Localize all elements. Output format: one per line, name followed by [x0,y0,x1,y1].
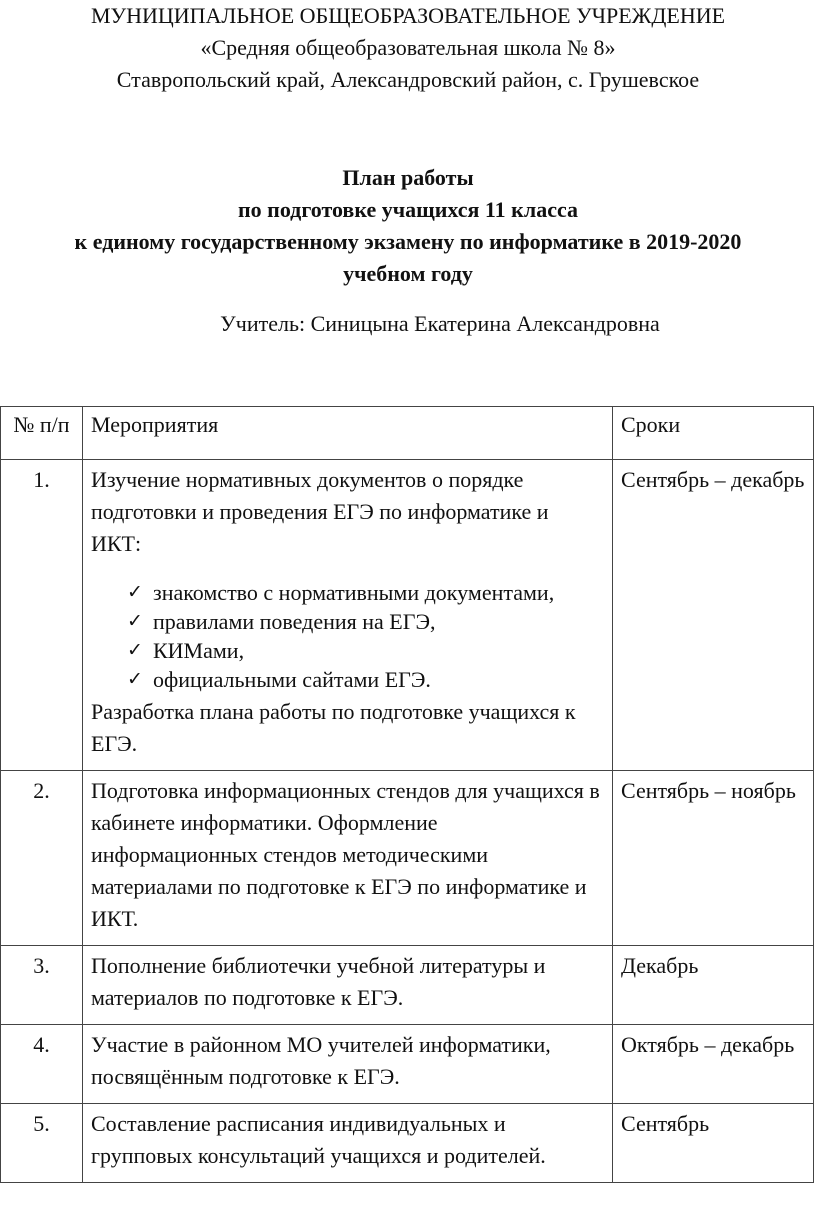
row-dates: Декабрь [613,946,814,1025]
header-line-2: «Средняя общеобразовательная школа № 8» [200,35,616,60]
checklist-item: ✓ официальными сайтами ЕГЭ. [127,667,431,692]
header-line-1: МУНИЦИПАЛЬНОЕ ОБЩЕОБРАЗОВАТЕЛЬНОЕ УЧРЕЖДЕНИЕ [90,3,726,28]
checklist [91,580,604,692]
header-dates: Сроки [613,407,814,460]
table-header-row [1,407,814,460]
check-mark-icon: ✓ [127,668,143,690]
row-number: 3. [1,946,83,1025]
checklist-item: ✓ знакомство с нормативными документами, [127,580,555,605]
row-activity: Составление расписания индивидуальных и групповых консультаций учащихся и родителей. [83,1104,613,1183]
activity-text: Изучение нормативных документов о порядке подготовки и проведения ЕГЭ по информатике и ИКТ: [91,467,549,556]
document-title [0,162,816,290]
title-line-3: к единому государственному экзамену по информатике в 2019-2020 [74,229,742,254]
row-activity: Подготовка информационных стендов для учащихся в кабинете информатики. Оформление информационных стендов методическими материалами по подготовке к ЕГЭ по информатике и ИКТ. [83,771,613,946]
table-row [1,1104,814,1183]
row-dates: Октябрь – декабрь [613,1025,814,1104]
title-line-4: учебном году [343,261,473,286]
check-mark-icon: ✓ [127,610,143,632]
plan-table [0,406,814,1183]
check-mark-icon: ✓ [127,639,143,661]
title-line-2: по подготовке учащихся 11 класса [237,197,579,222]
table-row [1,460,814,771]
row-activity: Участие в районном МО учителей информатики, посвящённым подготовке к ЕГЭ. [83,1025,613,1104]
header-activity: Мероприятия [83,407,613,460]
header-line-3: Ставропольский край, Александровский район, с. Грушевское [116,67,700,92]
table-row [1,771,814,946]
row-dates: Сентябрь – декабрь [613,460,814,771]
table-row [1,1025,814,1104]
row-number: 1. [1,460,83,771]
row-activity [83,460,613,771]
checklist-item: ✓ КИМами, [127,638,245,663]
header-num: № п/п [1,407,83,460]
row-number: 2. [1,771,83,946]
check-mark-icon: ✓ [127,581,143,603]
activity-text-after: Разработка плана работы по подготовке учащихся к ЕГЭ. [91,699,576,756]
title-line-1: План работы [342,165,474,190]
row-activity: Пополнение библиотечки учебной литературы и материалов по подготовке к ЕГЭ. [83,946,613,1025]
row-dates: Сентябрь – ноябрь [613,771,814,946]
row-number: 5. [1,1104,83,1183]
row-dates: Сентябрь [613,1104,814,1183]
school-header [0,0,816,96]
table-row [1,946,814,1025]
row-number: 4. [1,1025,83,1104]
checklist-item: ✓ правилами поведения на ЕГЭ, [127,609,436,634]
teacher-name: Учитель: Синицына Екатерина Александровна [220,311,660,336]
